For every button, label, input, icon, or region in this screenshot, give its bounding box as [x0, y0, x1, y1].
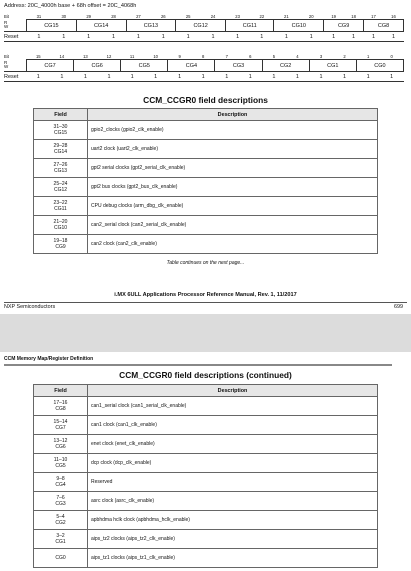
table-row: [34, 416, 378, 435]
description-cell: uart2 clock (uart2_clk_enable): [88, 140, 378, 159]
table-row: [34, 511, 378, 530]
field-cell: 17–16 CG8: [34, 397, 88, 416]
bit-number: 17: [371, 13, 376, 19]
reset-value: 1: [101, 32, 126, 42]
register-field-cg11: CG11: [226, 20, 274, 32]
bit-number: 23: [235, 13, 240, 19]
reset-value: 1: [344, 32, 364, 42]
footer-rule: [4, 302, 407, 303]
bit-number: 30: [61, 13, 67, 19]
register-field-cg5: CG5: [121, 60, 168, 72]
reset-value: 1: [299, 32, 324, 42]
bit-number: 8: [202, 53, 205, 59]
bit-number: 4: [296, 53, 299, 59]
description-cell: apbhdma hclk clock (apbhdma_hclk_enable): [88, 511, 378, 530]
reset-value: 1: [50, 72, 74, 82]
register-field-cg8: CG8: [364, 20, 404, 32]
bit-number: 11: [129, 53, 135, 59]
field-cell: 15–14 CG7: [34, 416, 88, 435]
description-cell: dcp clock (dcp_clk_enable): [88, 454, 378, 473]
reset-value: 1: [239, 72, 263, 82]
field-cell: 31–30 CG15: [34, 121, 88, 140]
description-cell: can2_serial clock (can2_serial_clk_enable): [88, 216, 378, 235]
description-cell: can1_serial clock (can1_serial_clk_enable): [88, 397, 378, 416]
bit-number: 16: [391, 13, 396, 19]
reset-value: 1: [27, 72, 51, 82]
register-field-cg1: CG1: [309, 60, 356, 72]
reset-value: 1: [143, 72, 167, 82]
reset-value: 1: [97, 72, 121, 82]
bit-number: 10: [153, 53, 158, 59]
reset-value: 1: [286, 72, 310, 82]
table-row: [34, 492, 378, 511]
bit-number: 29: [86, 13, 92, 19]
reset-value: 1: [324, 32, 344, 42]
bit-number: 13: [83, 53, 88, 59]
field-cell: 9–8 CG4: [34, 473, 88, 492]
table-row: [34, 178, 378, 197]
bit-number: 15: [35, 53, 41, 59]
bit-label: Bit: [4, 53, 9, 59]
description-cell: gpt2 bus clocks (gpt2_bus_clk_enable): [88, 178, 378, 197]
bit-label: Bit: [4, 13, 9, 19]
reset-value: 1: [364, 32, 384, 42]
bit-number: 26: [160, 13, 166, 19]
field-cell: 25–24 CG12: [34, 178, 88, 197]
table-row: [34, 216, 378, 235]
reset-value: 1: [274, 32, 299, 42]
bit-number: 18: [351, 13, 356, 19]
bit-number: 20: [308, 13, 314, 19]
reset-value: 1: [356, 72, 380, 82]
bit-number: 31: [36, 13, 42, 19]
rw-label: R W: [4, 59, 9, 70]
register-field-cg7: CG7: [27, 60, 74, 72]
bit-number: 3: [319, 53, 323, 59]
manual-title-footer: i.MX 6ULL Applications Processor Reference Manual, Rev. 1, 11/2017: [114, 292, 297, 298]
description-cell: Reserved: [88, 473, 378, 492]
reset-value: 1: [168, 72, 192, 82]
reset-value: 1: [191, 72, 215, 82]
reset-value: 1: [262, 72, 286, 82]
reset-value: 1: [250, 32, 274, 42]
register-field-cg6: CG6: [74, 60, 121, 72]
field-cell: 5–4 CG2: [34, 511, 88, 530]
description-cell: aips_tz2 clocks (aips_tz2_clk_enable): [88, 530, 378, 549]
reset-label: Reset: [4, 72, 27, 82]
register-field-cg13: CG13: [126, 20, 176, 32]
table-row: [34, 121, 378, 140]
table-row: [34, 549, 378, 568]
field-column-header: Field: [34, 385, 88, 397]
bit-number: 1: [366, 53, 370, 59]
register-field-cg0: CG0: [356, 60, 403, 72]
description-column-header: Description: [88, 385, 378, 397]
bit-number: 27: [136, 13, 141, 19]
reset-value: 1: [126, 32, 151, 42]
field-description-table-continued: [33, 384, 378, 568]
field-cell: 3–2 CG1: [34, 530, 88, 549]
bit-number: 21: [284, 13, 289, 19]
field-cell: 23–22 CG11: [34, 197, 88, 216]
bit-number: 12: [106, 53, 112, 59]
description-cell: asrc clock (asrc_clk_enable): [88, 492, 378, 511]
field-description-table: [33, 108, 378, 254]
description-cell: can2 clock (can2_clk_enable): [88, 235, 378, 254]
bit-number: 7: [225, 53, 228, 59]
description-cell: aips_tz1 clocks (aips_tz1_clk_enable): [88, 549, 378, 568]
table-row: [34, 454, 378, 473]
register-field-cg4: CG4: [168, 60, 215, 72]
description-cell: CPU debug clocks (arm_dbg_clk_enable): [88, 197, 378, 216]
bit-number: 0: [390, 53, 393, 59]
reset-value: 1: [74, 72, 98, 82]
reset-value: 1: [383, 32, 403, 42]
table-continues-note: Table continues on the next page...: [166, 260, 245, 266]
field-cell: 7–6 CG3: [34, 492, 88, 511]
description-column-header: Description: [88, 109, 378, 121]
register-field-cg2: CG2: [262, 60, 309, 72]
field-cell: 21–20 CG10: [34, 216, 88, 235]
bit-number: 14: [59, 53, 65, 59]
reset-value: 1: [27, 32, 52, 42]
bit-number: 19: [331, 13, 336, 19]
field-cell: 13–12 CG6: [34, 435, 88, 454]
bit-number: 22: [259, 13, 265, 19]
register-field-cg14: CG14: [76, 20, 126, 32]
register-field-cg10: CG10: [274, 20, 324, 32]
reset-value: 1: [380, 72, 404, 82]
bit-number: 6: [249, 53, 252, 59]
field-cell: 11–10 CG5: [34, 454, 88, 473]
description-cell: gpio2_clocks (gpio2_clk_enable): [88, 121, 378, 140]
field-column-header: Field: [34, 109, 88, 121]
reset-value: 1: [333, 72, 357, 82]
bit-number: 25: [185, 13, 191, 19]
description-cell: can1 clock (can1_clk_enable): [88, 416, 378, 435]
table-row: [34, 235, 378, 254]
field-cell: 19–18 CG9: [34, 235, 88, 254]
table-row: [34, 435, 378, 454]
manual-page-700: [0, 352, 411, 571]
register-diagram-lower: [4, 53, 404, 82]
table-title: CCM_CCGR0 field descriptions: [143, 95, 268, 105]
section-header-bar: [4, 364, 392, 366]
field-cell: 29–28 CG14: [34, 140, 88, 159]
table-row: [34, 397, 378, 416]
reset-value: 1: [201, 32, 226, 42]
bit-number: 28: [111, 13, 116, 19]
description-cell: enet clock (enet_clk_enable): [88, 435, 378, 454]
table-row: [34, 159, 378, 178]
reset-value: 1: [176, 32, 201, 42]
register-field-cg9: CG9: [324, 20, 364, 32]
bit-number: 9: [178, 53, 181, 59]
reset-value: 1: [51, 32, 76, 42]
register-address: Address: 20C_4000h base + 68h offset = 20C_4068h: [4, 3, 137, 9]
register-field-cg15: CG15: [27, 20, 77, 32]
description-cell: gpt2 serial clocks (gpt2_serial_clk_enable): [88, 159, 378, 178]
reset-value: 1: [309, 72, 333, 82]
rw-label: R W: [4, 19, 9, 30]
table-row: [34, 530, 378, 549]
reset-value: 1: [76, 32, 101, 42]
field-cell: 27–26 CG13: [34, 159, 88, 178]
bit-number: 2: [343, 53, 346, 59]
page-number: 699: [394, 304, 403, 310]
table-row: [34, 473, 378, 492]
register-field-cg3: CG3: [215, 60, 262, 72]
bit-number: 24: [210, 13, 216, 19]
table-row: [34, 197, 378, 216]
reset-value: 1: [151, 32, 176, 42]
table-title-continued: CCM_CCGR0 field descriptions (continued): [119, 370, 292, 380]
register-diagram-upper: [4, 13, 404, 42]
reset-value: 1: [121, 72, 144, 82]
reset-value: 1: [226, 32, 250, 42]
reset-label: Reset: [4, 32, 27, 42]
reset-value: 1: [215, 72, 239, 82]
field-cell: CG0: [34, 549, 88, 568]
company-name: NXP Semiconductors: [4, 304, 56, 310]
register-field-cg12: CG12: [176, 20, 226, 32]
section-header: CCM Memory Map/Register Definition: [4, 356, 94, 362]
bit-number: 5: [272, 53, 276, 59]
page-gap: [0, 314, 411, 352]
table-row: [34, 140, 378, 159]
